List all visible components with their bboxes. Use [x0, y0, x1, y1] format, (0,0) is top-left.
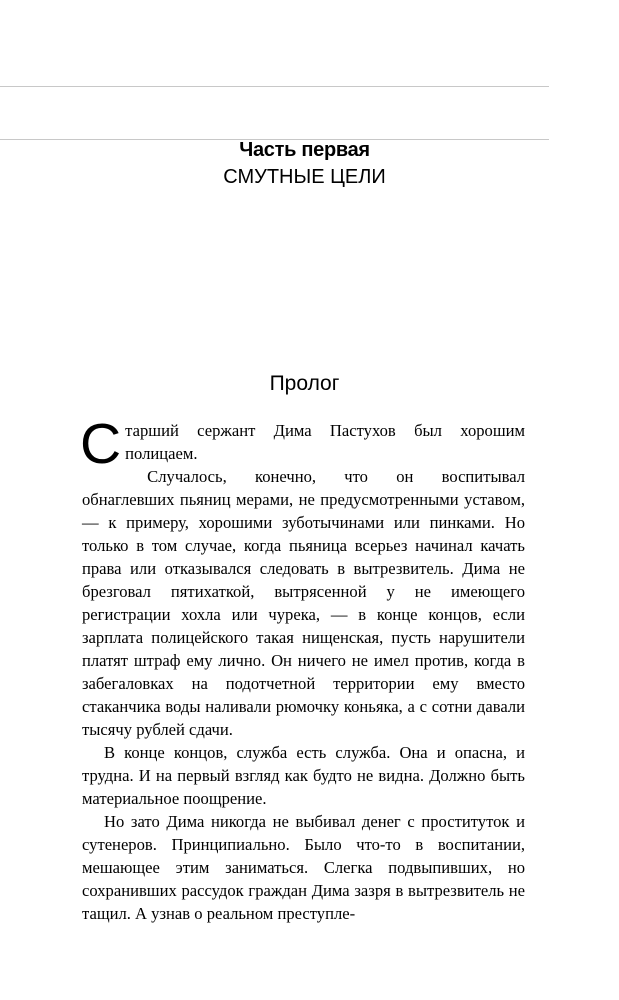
part-label: Часть первая — [239, 139, 370, 161]
chapter-title: Пролог — [269, 372, 340, 395]
part-title: СМУТНЫЕ ЦЕЛИ — [223, 166, 386, 188]
paragraph-4: Но зато Дима никогда не выбивал денег с проституток и сутенеров. Принципиально. Было что-то в воспитании, мешающее этим заниматься. Слегка подвыпивших, но сохранивших рассудок граждан Дима зазря в вытрезвитель не тащил. А узнав о реальном преступле- — [82, 812, 525, 923]
paragraph-2: Случалось, конечно, что он воспитывал обнаглевших пьяниц мерами, не предусмотренными уставом, — к примеру, хорошими зуботычинами или пинками. Но только в том случае, когда пьяница всерьез начинал качать права или отказывался следовать в вытрезвитель. Дима не брезговал пятихаткой, вытрясенной у не имеющего регистрации хохла или чурека, — в конце концов, если зарплата полицейского такая нищенская, пусть нарушители платят штраф ему лично. Он ничего не имел против, когда в забегаловках на подотчетной территории ему вместо стаканчика воды наливали рюмочку коньяка, а с сотни давали тысячу рублей сдачи. — [82, 467, 525, 739]
paragraph-1 — [80, 412, 525, 476]
paragraph-1-text: тарший сержант Дима Пастухов был хорошим полицаем. — [125, 421, 525, 463]
top-rule — [0, 86, 549, 87]
body-text — [80, 412, 525, 925]
paragraph-3: В конце концов, служба есть служба. Она и опасна, и трудна. И на первый взгляд как будто не видна. Должно быть материальное поощрение. — [82, 743, 525, 808]
drop-cap: С — [80, 412, 122, 476]
